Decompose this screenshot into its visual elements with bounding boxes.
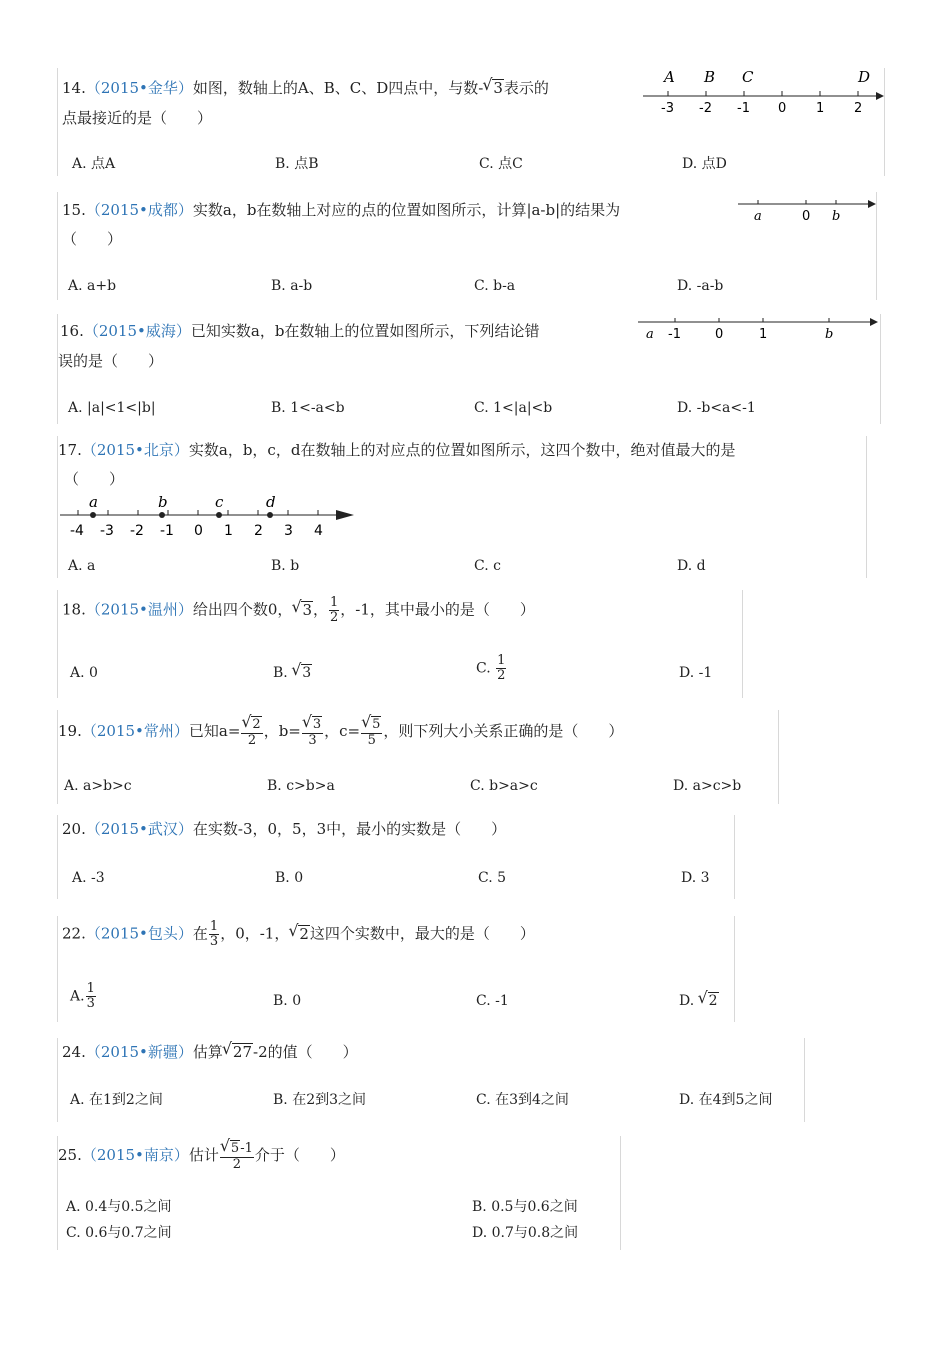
question-stem: 17.（2015•北京）实数a，b，c，d在数轴上的对应点的位置如图所示，这四个数中，绝对值最大的是 (58, 441, 736, 459)
fraction: √ $\frac{3}{3}$ (302, 716, 323, 748)
question-22 (57, 916, 735, 1022)
sqrt-expression: √ 3 (301, 601, 313, 618)
fraction: √ $\frac{2}{2}$ (241, 716, 262, 748)
option-c[interactable]: C. 0.6与0.7之间 (66, 1225, 172, 1241)
point-a (90, 512, 96, 518)
option-b[interactable]: B. a-b (271, 278, 313, 294)
option-d[interactable]: D. 点D (682, 156, 727, 172)
tick-label: 0 (778, 101, 787, 116)
point-label-b: b (158, 493, 168, 511)
number-line-figure (638, 68, 884, 118)
option-c[interactable]: C. 5 (478, 870, 507, 886)
tick-label: 0 (802, 209, 811, 224)
option-a[interactable]: A. a+b (68, 278, 117, 294)
option-a[interactable]: A. |a|<1<|b| (68, 400, 156, 416)
option-a[interactable]: A. 点A (72, 156, 116, 172)
fraction: $\frac{1}{2}$ (497, 653, 506, 683)
option-d[interactable]: D. -b<a<-1 (677, 400, 756, 416)
source-tag: （2015•南京） (81, 1146, 189, 1164)
point-label-c: c (215, 493, 224, 511)
tick-label: 1 (816, 101, 825, 116)
option-a[interactable]: A. a>b>c (64, 778, 132, 794)
option-c[interactable]: C. $\frac{1}{2}$ (476, 653, 506, 683)
option-d[interactable]: D. -1 (679, 665, 713, 681)
question-stem: 14.（2015•金华）如图，数轴上的A、B、C、D四点中，与数-√ 3表示的 (62, 78, 549, 98)
tick-label: -1 (668, 327, 681, 342)
tick-label: -1 (737, 101, 750, 116)
tick-label: -3 (661, 101, 674, 116)
question-stem-line2: （ ） (62, 230, 123, 248)
option-a[interactable]: A. 0 (70, 665, 98, 681)
sqrt-expression: √ 2 (298, 925, 310, 942)
option-d[interactable]: D. √ 2 (679, 991, 719, 1011)
source-tag: （2015•北京） (81, 441, 189, 459)
source-tag: （2015•武汉） (85, 820, 193, 838)
tick-label: 4 (314, 523, 323, 539)
sqrt-expression: √ 3 (492, 79, 504, 96)
tick-label: 0 (194, 523, 203, 539)
option-b[interactable]: B. 在2到3之间 (273, 1092, 367, 1108)
question-stem: 20.（2015•武汉）在实数-3，0，5，3中，最小的实数是（ ） (62, 820, 507, 838)
axis-ticks (661, 68, 870, 116)
option-c[interactable]: C. 在3到4之间 (476, 1092, 569, 1108)
question-18 (57, 590, 743, 698)
tick-label: 1 (224, 523, 233, 539)
option-b[interactable]: B. 点B (275, 156, 319, 172)
tick-label: 1 (759, 327, 768, 342)
tick-label: -2 (699, 101, 712, 116)
question-25 (57, 1136, 621, 1250)
option-b[interactable]: B. c>b>a (267, 778, 335, 794)
fraction: $\frac{1}{3}$ (86, 981, 95, 1011)
question-stem-line2: （ ） (64, 470, 125, 488)
sqrt-expression: √ 3 (301, 664, 312, 681)
option-c[interactable]: C. c (474, 558, 501, 574)
point-label-d: d (266, 493, 276, 511)
option-d[interactable]: D. a>c>b (673, 778, 742, 794)
point-label-a: a (89, 493, 98, 511)
tick-label: 3 (284, 523, 293, 539)
question-stem: 15.（2015•成都）实数a，b在数轴上对应的点的位置如图所示，计算|a-b|的结果为 (62, 201, 621, 219)
fraction: √ $\frac{5}{5}$ (361, 716, 382, 748)
question-24 (57, 1038, 805, 1122)
source-tag: （2015•温州） (85, 600, 193, 619)
fraction: $\frac{1}{2}$ (330, 595, 339, 625)
question-15 (57, 192, 877, 300)
source-tag: （2015•常州） (81, 722, 189, 740)
question-stem: 18.（2015•温州）给出四个数0，√ 3， $\frac{1}{2}$ ，-1，其中最小的是（ ） (62, 596, 535, 625)
option-c[interactable]: C. 点C (479, 156, 523, 172)
option-d[interactable]: D. 3 (681, 870, 710, 886)
source-tag: （2015•金华） (85, 79, 193, 97)
tick-label: -2 (130, 523, 144, 539)
point-d (267, 512, 273, 518)
option-b[interactable]: B. 0.5与0.6之间 (472, 1199, 578, 1215)
tick-label: 2 (854, 101, 863, 116)
option-c[interactable]: C. b>a>c (470, 778, 538, 794)
question-stem-line2: 误的是（ ） (58, 352, 164, 370)
option-d[interactable]: D. 0.7与0.8之间 (472, 1225, 579, 1241)
number-line-figure (634, 314, 880, 348)
source-tag: （2015•威海） (83, 322, 191, 340)
option-b[interactable]: B. 1<-a<b (271, 400, 345, 416)
number-line-figure (58, 488, 358, 540)
tick-label: -3 (100, 523, 114, 539)
point-b (159, 512, 165, 518)
option-d[interactable]: D. 在4到5之间 (679, 1092, 773, 1108)
question-19 (57, 710, 779, 804)
question-20 (57, 815, 735, 899)
fraction: $\frac{1}{3}$ (209, 919, 219, 949)
number-line-figure (734, 192, 876, 228)
tick-label: -4 (70, 523, 84, 539)
option-b[interactable]: B. 0 (273, 993, 302, 1009)
point-label-a: A (664, 68, 675, 86)
question-stem: 19.（2015•常州）已知a= √ $\frac{2}{2}$ ，b= √ $\frac{3}{3}$ ，c= √ $\frac{5}{5}$ ，则下列大小关系正确的是（ ） (58, 716, 623, 748)
point-label-b: b (832, 209, 841, 224)
option-d[interactable]: D. -a-b (677, 278, 724, 294)
option-b[interactable]: B. 0 (275, 870, 304, 886)
source-tag: （2015•包头） (85, 924, 193, 943)
option-a[interactable]: A. a (68, 558, 96, 574)
option-c[interactable]: C. 1<|a|<b (474, 400, 553, 416)
tick-label: -1 (160, 523, 174, 539)
question-stem: 25.（2015•南京）估计 √ $\frac{5-1}{2}$ 介于（ ） (58, 1140, 345, 1172)
source-tag: （2015•新疆） (85, 1043, 193, 1061)
tick-label: 0 (715, 327, 724, 342)
sqrt-expression: √ 2 (708, 992, 719, 1009)
question-stem-line2: 点最接近的是（ ） (62, 109, 213, 127)
option-b[interactable]: B. √ 3 (273, 663, 312, 683)
question-stem: 22.（2015•包头）在 $\frac{1}{3}$ ，0，-1，√ 2这四个实数中，最大的是（ ） (62, 920, 535, 949)
source-tag: （2015•成都） (85, 201, 193, 219)
option-a[interactable]: A. -3 (72, 870, 105, 886)
question-16 (57, 314, 881, 424)
option-c[interactable]: C. b-a (474, 278, 516, 294)
option-b[interactable]: B. b (271, 558, 300, 574)
fraction: √ $\frac{5-1}{2}$ (220, 1140, 254, 1172)
option-d[interactable]: D. d (677, 558, 706, 574)
point-c (216, 512, 222, 518)
question-stem: 24.（2015•新疆）估算√ 27-2的值（ ） (62, 1042, 358, 1062)
question-14 (57, 68, 885, 176)
point-label-a: a (646, 327, 654, 342)
question-stem: 16.（2015•威海）已知实数a，b在数轴上的位置如图所示，下列结论错 (60, 322, 540, 340)
point-label-a: a (754, 209, 762, 224)
option-a[interactable]: A. 在1到2之间 (70, 1092, 163, 1108)
option-a[interactable]: A. $\frac{1}{3}$ (70, 981, 95, 1011)
point-label-b: B (704, 68, 716, 86)
point-label-c: C (742, 68, 754, 86)
question-17 (57, 436, 867, 578)
point-label-b: b (825, 327, 834, 342)
option-a[interactable]: A. 0.4与0.5之间 (66, 1199, 172, 1215)
option-c[interactable]: C. -1 (476, 993, 509, 1009)
point-label-d: D (858, 68, 871, 86)
sqrt-expression: √ 27 (232, 1043, 253, 1060)
tick-label: 2 (254, 523, 263, 539)
